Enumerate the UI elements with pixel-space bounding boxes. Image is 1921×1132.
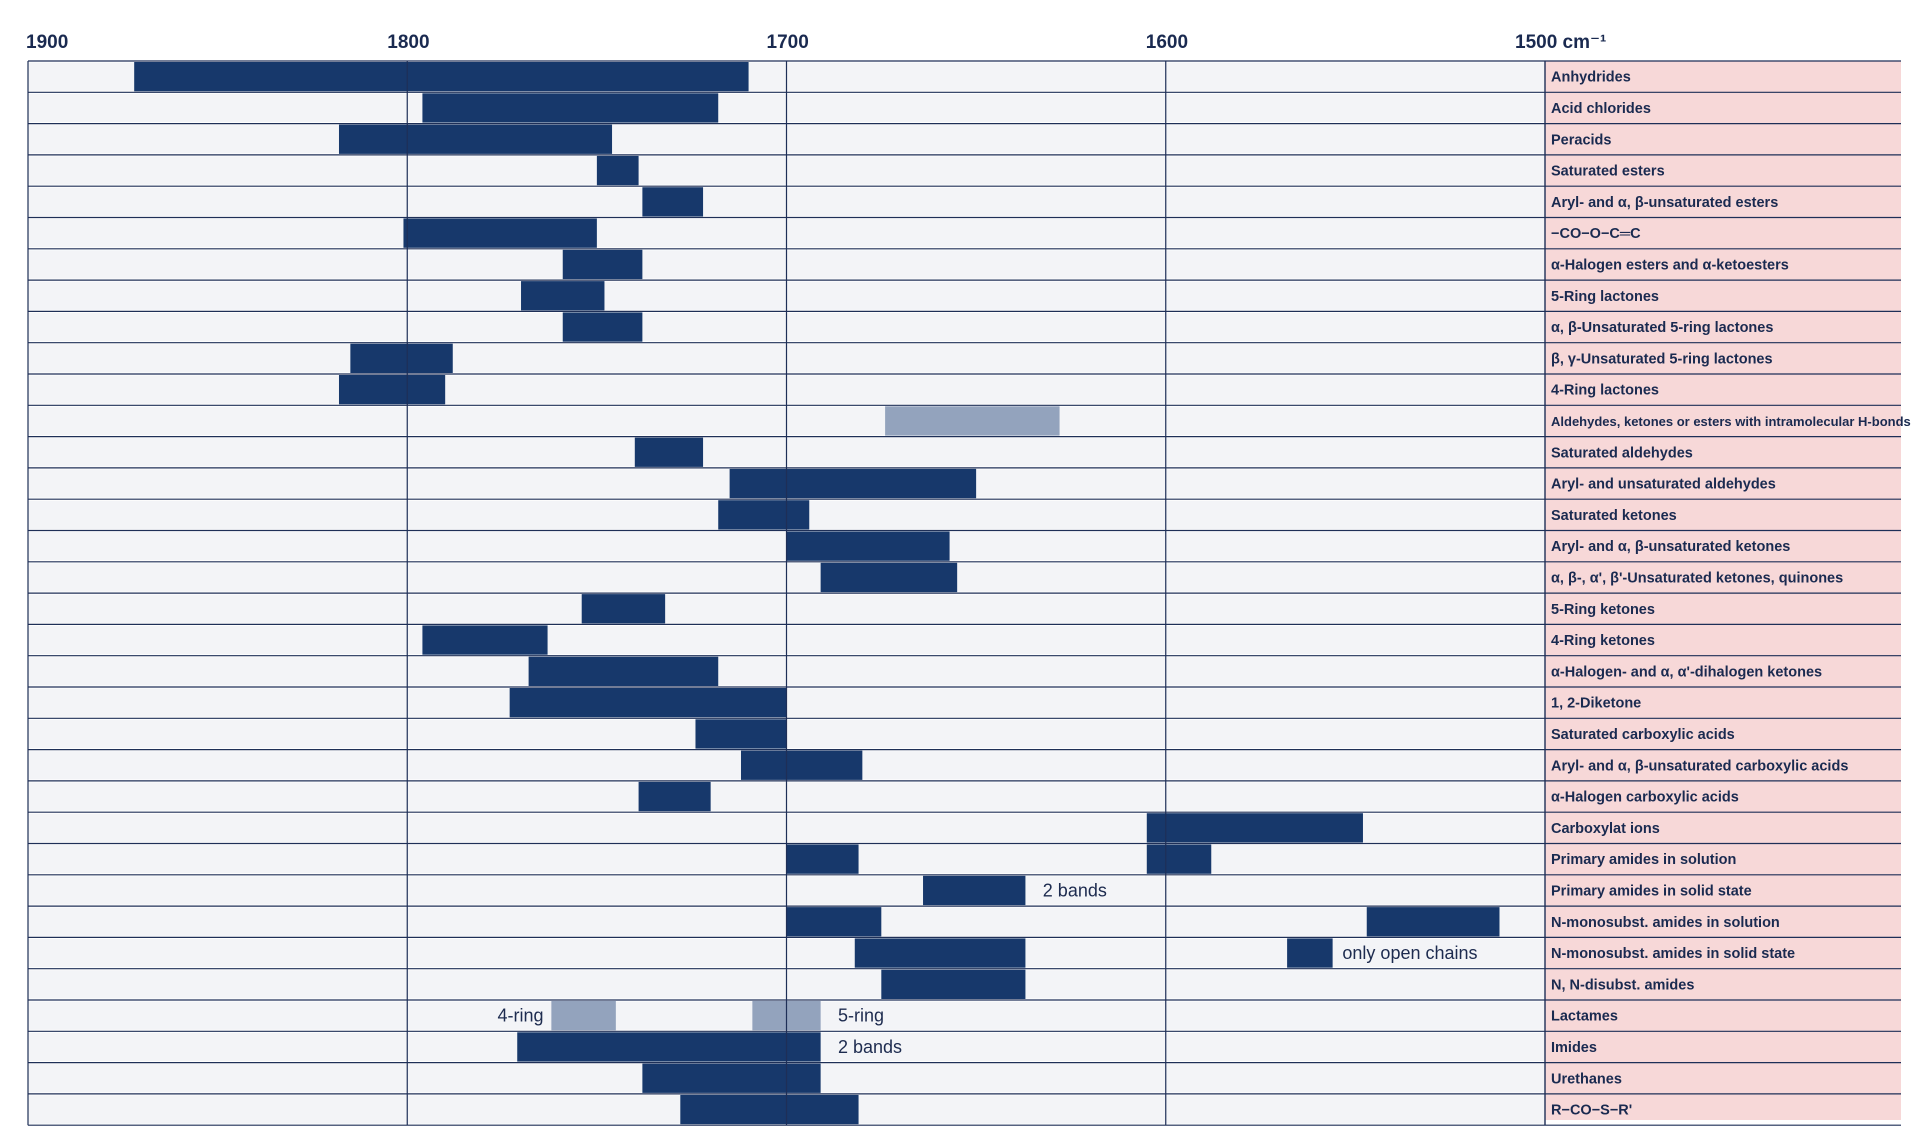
absorption-band xyxy=(718,500,809,529)
row-label: Lactames xyxy=(1551,1008,1618,1025)
absorption-band xyxy=(639,782,711,811)
absorption-band xyxy=(695,719,786,748)
row-label: Aryl- and unsaturated aldehydes xyxy=(1551,476,1776,493)
absorption-band xyxy=(510,688,787,717)
absorption-band xyxy=(1147,845,1211,874)
row-label: β, γ-Unsaturated 5-ring lactones xyxy=(1551,351,1773,368)
annotation-label: 2 bands xyxy=(1042,880,1107,901)
row-label: Saturated carboxylic acids xyxy=(1551,726,1735,743)
row-label: Saturated esters xyxy=(1551,163,1665,180)
absorption-band xyxy=(403,219,596,248)
absorption-band xyxy=(517,1032,820,1061)
row-label: Acid chlorides xyxy=(1551,100,1651,117)
absorption-band xyxy=(339,375,445,404)
absorption-band xyxy=(422,625,547,654)
row-label: 5-Ring ketones xyxy=(1551,601,1655,618)
annotation-label: 2 bands xyxy=(838,1036,903,1057)
absorption-band-approx xyxy=(885,406,1059,435)
absorption-band xyxy=(563,312,643,341)
row-label: 1, 2-Diketone xyxy=(1551,695,1642,712)
absorption-band xyxy=(1287,938,1333,967)
absorption-band xyxy=(422,93,718,122)
absorption-band xyxy=(680,1095,858,1124)
annotation-label: 5-ring xyxy=(838,1005,885,1026)
absorption-band xyxy=(635,438,703,467)
absorption-band xyxy=(821,563,958,592)
absorption-band xyxy=(730,469,977,498)
row-label: Primary amides in solution xyxy=(1551,852,1737,869)
row-label: Saturated aldehydes xyxy=(1551,445,1693,462)
absorption-band xyxy=(582,594,665,623)
absorption-band xyxy=(787,907,882,936)
absorption-band xyxy=(855,938,1026,967)
absorption-band xyxy=(339,125,612,154)
x-tick-label: 1600 xyxy=(1145,32,1189,53)
row-label: 4-Ring lactones xyxy=(1551,382,1659,399)
x-tick-label: 1700 xyxy=(766,32,809,53)
absorption-band xyxy=(134,62,748,91)
row-label: Carboxylat ions xyxy=(1551,820,1660,837)
absorption-band xyxy=(741,751,862,780)
row-label: Saturated ketones xyxy=(1551,507,1677,524)
row-label: N, N-disubst. amides xyxy=(1551,977,1695,994)
x-tick-label: 1800 xyxy=(387,32,430,53)
row-label: Aryl- and α, β-unsaturated carboxylic acids xyxy=(1551,758,1849,775)
row-label: R−CO−S−R' xyxy=(1551,1102,1633,1119)
tick-layer xyxy=(26,32,1606,53)
absorption-band xyxy=(1147,813,1363,842)
row-label: Aryl- and α, β-unsaturated ketones xyxy=(1551,539,1791,556)
absorption-band xyxy=(642,187,703,216)
row-label: N-monosubst. amides in solution xyxy=(1551,914,1780,931)
row-label: Aryl- and α, β-unsaturated esters xyxy=(1551,194,1779,211)
row-label: α-Halogen- and α, α'-dihalogen ketones xyxy=(1551,664,1823,681)
row-label: N-monosubst. amides in solid state xyxy=(1551,946,1796,963)
absorption-band-approx xyxy=(551,1001,615,1030)
absorption-band xyxy=(521,281,604,310)
absorption-band xyxy=(350,344,452,373)
annotation-label: only open chains xyxy=(1342,943,1478,964)
absorption-band xyxy=(787,532,950,561)
row-label: 4-Ring ketones xyxy=(1551,633,1655,650)
absorption-band xyxy=(563,250,643,279)
row-label: −CO−O−C═C xyxy=(1551,226,1641,243)
absorption-band xyxy=(1367,907,1500,936)
absorption-band xyxy=(529,657,719,686)
row-label: Primary amides in solid state xyxy=(1551,883,1752,900)
absorption-band xyxy=(597,156,639,185)
absorption-band xyxy=(642,1064,820,1093)
row-label: Imides xyxy=(1551,1039,1597,1056)
row-label: Anhydrides xyxy=(1551,69,1631,86)
row-label: Urethanes xyxy=(1551,1071,1622,1088)
row-label: Aldehydes, ketones or esters with intramolecular H-bonds xyxy=(1551,413,1911,429)
row-label: Peracids xyxy=(1551,132,1612,149)
annotation-label: 4-ring xyxy=(497,1005,544,1026)
absorption-band xyxy=(923,876,1025,905)
x-tick-label: 1900 xyxy=(26,32,69,53)
row-label: α, β-, α', β'-Unsaturated ketones, quinones xyxy=(1551,570,1844,587)
x-tick-label: 1500 cm⁻¹ xyxy=(1515,32,1607,53)
absorption-band xyxy=(787,845,859,874)
row-label: α, β-Unsaturated 5-ring lactones xyxy=(1551,320,1774,337)
row-label: α-Halogen carboxylic acids xyxy=(1551,789,1739,806)
row-label: α-Halogen esters and α-ketoesters xyxy=(1551,257,1789,274)
row-label: 5-Ring lactones xyxy=(1551,288,1659,305)
absorption-band xyxy=(881,970,1025,999)
